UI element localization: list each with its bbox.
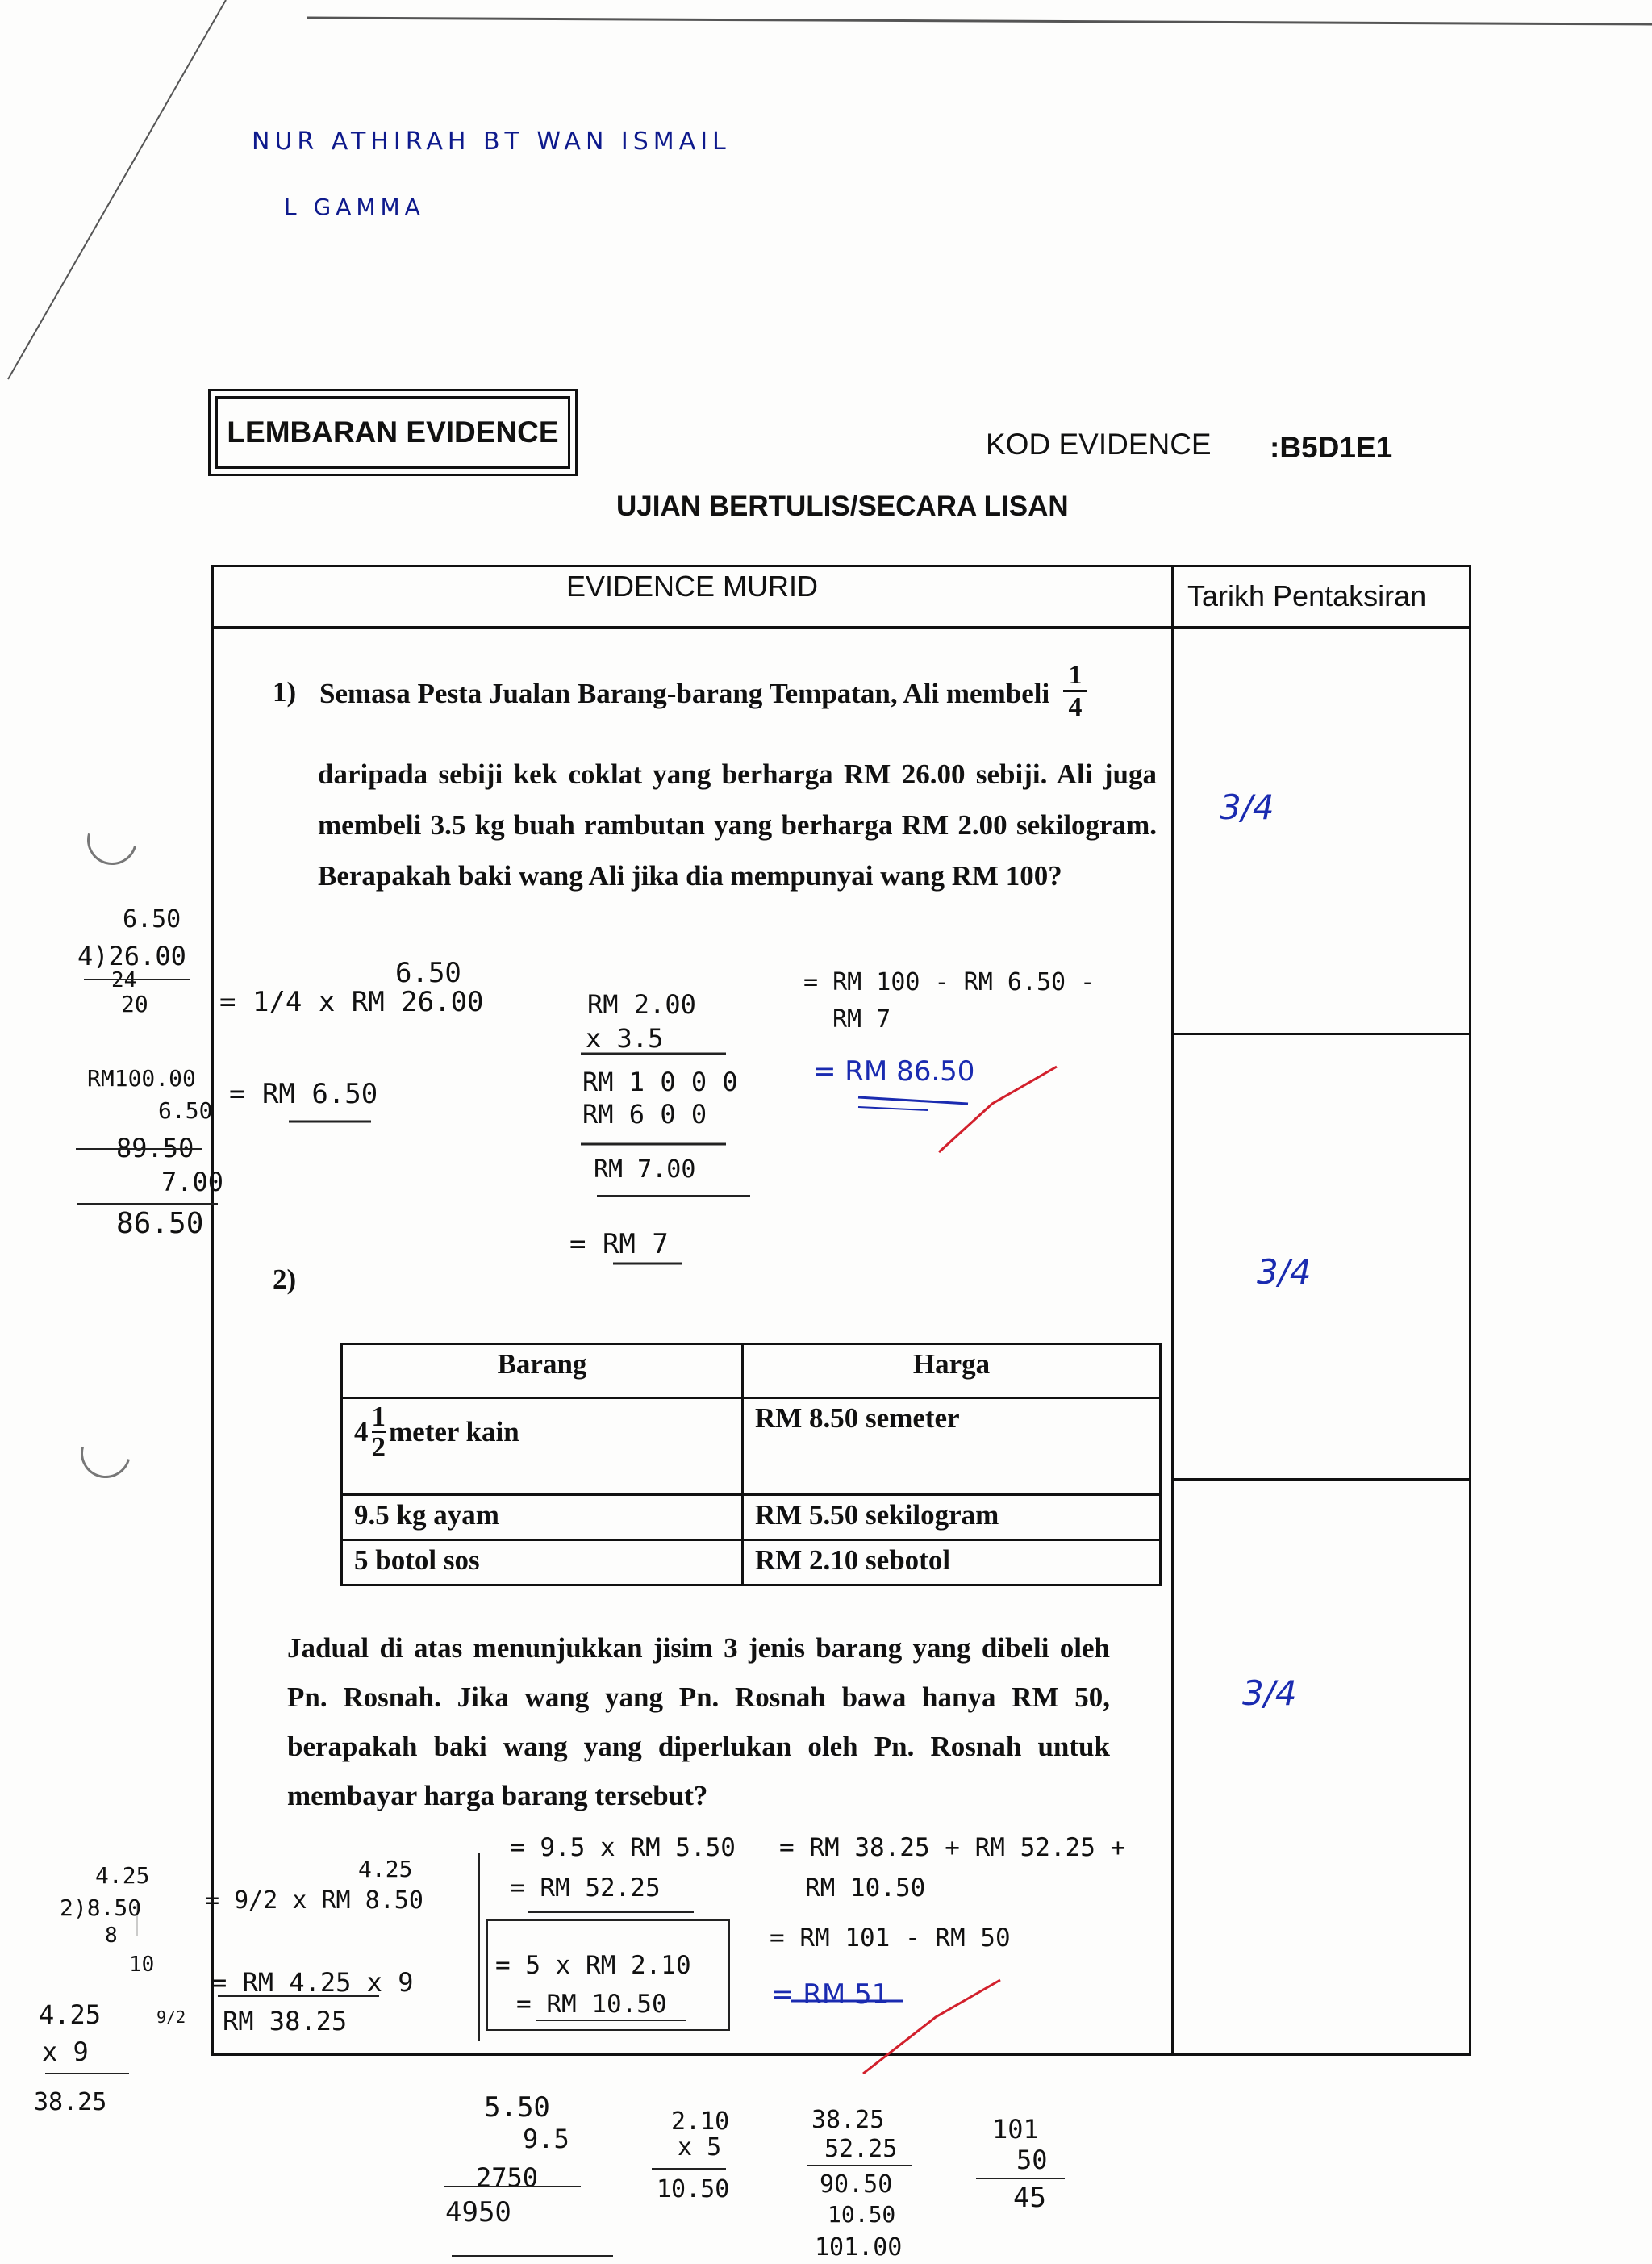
q2-work-b2: = RM 52.25 [510,1873,661,1903]
q2-work-c4: = RM 51 [771,1978,890,2011]
q2-dcalc-2: 52.25 [824,2135,898,2163]
col-evidence-header: EVIDENCE MURID [566,570,819,603]
q2-number: 2) [273,1264,297,1295]
q1-margin-7: 89.50 [116,1133,194,1163]
q2-work-a3: RM 38.25 [223,2006,348,2036]
q1-work-c1: = RM 100 - RM 6.50 - [803,968,1095,996]
item-row-1-whole: 4 [354,1415,369,1447]
kod-label: KOD EVIDENCE [986,428,1212,461]
q1-work-c2: RM 7 [832,1005,891,1034]
q2-bcalc-2: 9.5 [523,2124,569,2154]
item-row-1-price: RM 8.50 semeter [743,1398,1161,1495]
q1-work-c3: = RM 86.50 [813,1055,975,1088]
item-row-1-den: 2 [371,1431,386,1463]
q2-margin-6: x 9 [42,2036,89,2067]
title: LEMBARAN EVIDENCE [215,396,570,469]
q1-margin-2: 4)26.00 [77,941,186,971]
q2-work-c2: RM 10.50 [805,1873,926,1903]
q2-margin-2: 2)8.50 [60,1894,142,1921]
score-1: 3/4 [1220,787,1274,827]
q1-work-a1-result: 6.50 [395,957,461,989]
q2-work-b1: = 9.5 x RM 5.50 [510,1833,736,1862]
q2-dcalc-5: 101.00 [815,2233,903,2262]
item-row-2-price: RM 5.50 sekilogram [743,1495,1161,1540]
q1-margin-1: 6.50 [123,905,181,934]
subtitle: UJIAN BERTULIS/SECARA LISAN [616,491,1069,522]
item-row-3-price: RM 2.10 sebotol [743,1540,1161,1585]
q2-body: Jadual di atas menunjukkan jisim 3 jenis barang yang dibeli oleh Pn. Rosnah. Jika wang yang Pn. Rosnah bawa hanya RM 50, berapakah baki wang yang diperlukan oleh Pn. Rosnah untuk membayar harga barang tersebut? [287,1632,1110,1811]
kod-value: :B5D1E1 [1270,431,1393,464]
q1-margin-8: 7.00 [161,1167,224,1197]
student-class: L GAMMA [284,194,425,220]
q1-work-b3: RM 1 0 0 0 [582,1067,738,1097]
item-row-3-name: 5 botol sos [342,1540,743,1585]
col-date-header: Tarikh Pentaksiran [1187,579,1427,612]
q1-work-a1: = 1/4 x RM 26.00 [219,986,484,1018]
q2-ccalc-2: x 5 [678,2133,722,2162]
q1-margin-3: 24 [111,968,137,992]
item-row-1-num: 1 [371,1401,386,1432]
q2-dcalc-1: 38.25 [811,2106,885,2134]
q2-dcalc-3: 90.50 [820,2170,893,2199]
q1-work-b5: RM 7.00 [594,1155,696,1184]
score-2: 3/4 [1257,1252,1312,1292]
q2-work-a1-result: 4.25 [358,1856,413,1882]
q2-margin-4: 10 [129,1953,155,1977]
q2-ecalc-1: 101 [992,2114,1039,2145]
q1-margin-9: 86.50 [116,1207,204,1240]
q1-fraction-num: 1 [1068,660,1083,690]
q2-work-a2: = RM 4.25 x 9 [211,1967,414,1998]
q2-margin-7: 38.25 [34,2088,107,2116]
q2-margin-8: 9/2 [156,2007,186,2027]
q2-work-c1: = RM 38.25 + RM 52.25 + [779,1833,1126,1862]
q2-dcalc-4: 10.50 [828,2201,896,2228]
q1-margin-5: RM100.00 [87,1065,196,1092]
q2-work-b3: = 5 x RM 2.10 [495,1951,691,1980]
q1-work-b4: RM 6 0 0 [582,1099,707,1130]
q2-work-b4: = RM 10.50 [516,1990,667,2019]
q1-work-b2: x 3.5 [586,1023,664,1054]
item-row-2-name: 9.5 kg ayam [342,1495,743,1540]
item-header-harga: Harga [743,1344,1161,1398]
q1-work-a2: = RM 6.50 [229,1078,378,1110]
q1-fraction-den: 4 [1063,690,1087,722]
q1-number: 1) [273,676,297,708]
item-row-1-item: meter kain [389,1415,519,1447]
q2-margin-3: 8 [105,1924,118,1948]
q2-margin-1: 4.25 [95,1862,150,1889]
q1-body: daripada sebiji kek coklat yang berharga RM 26.00 sebiji. Ali juga membeli 3.5 kg buah rambutan yang berharga RM 2.00 sekilogram. Berapakah baki wang Ali jika dia mempunyai wang RM 100? [318,758,1157,892]
q1-line1: Semasa Pesta Jualan Barang-barang Tempatan, Ali membeli [319,678,1050,709]
q2-ecalc-3: 45 [1013,2182,1046,2214]
q2-ccalc-3: 10.50 [657,2175,730,2203]
q1-margin-6: 6.50 [158,1097,213,1124]
q2-bcalc-3: 2750 [476,2162,539,2193]
q1-work-b1: RM 2.00 [587,989,696,1020]
q2-work-c3: = RM 101 - RM 50 [770,1924,1011,1953]
student-name: NUR ATHIRAH BT WAN ISMAIL [252,127,731,156]
q2-bcalc-1: 5.50 [484,2091,550,2124]
q2-ccalc-1: 2.10 [671,2107,730,2136]
q2-bcalc-4: 4950 [445,2196,511,2228]
item-header-barang: Barang [342,1344,743,1398]
q2-work-a1: = 9/2 x RM 8.50 [205,1886,423,1915]
q1-margin-4: 20 [121,991,148,1017]
q2-margin-5: 4.25 [39,1999,102,2030]
q2-ecalc-2: 50 [1016,2145,1048,2175]
score-3: 3/4 [1242,1673,1297,1713]
q1-work-b6: = RM 7 [569,1228,669,1260]
